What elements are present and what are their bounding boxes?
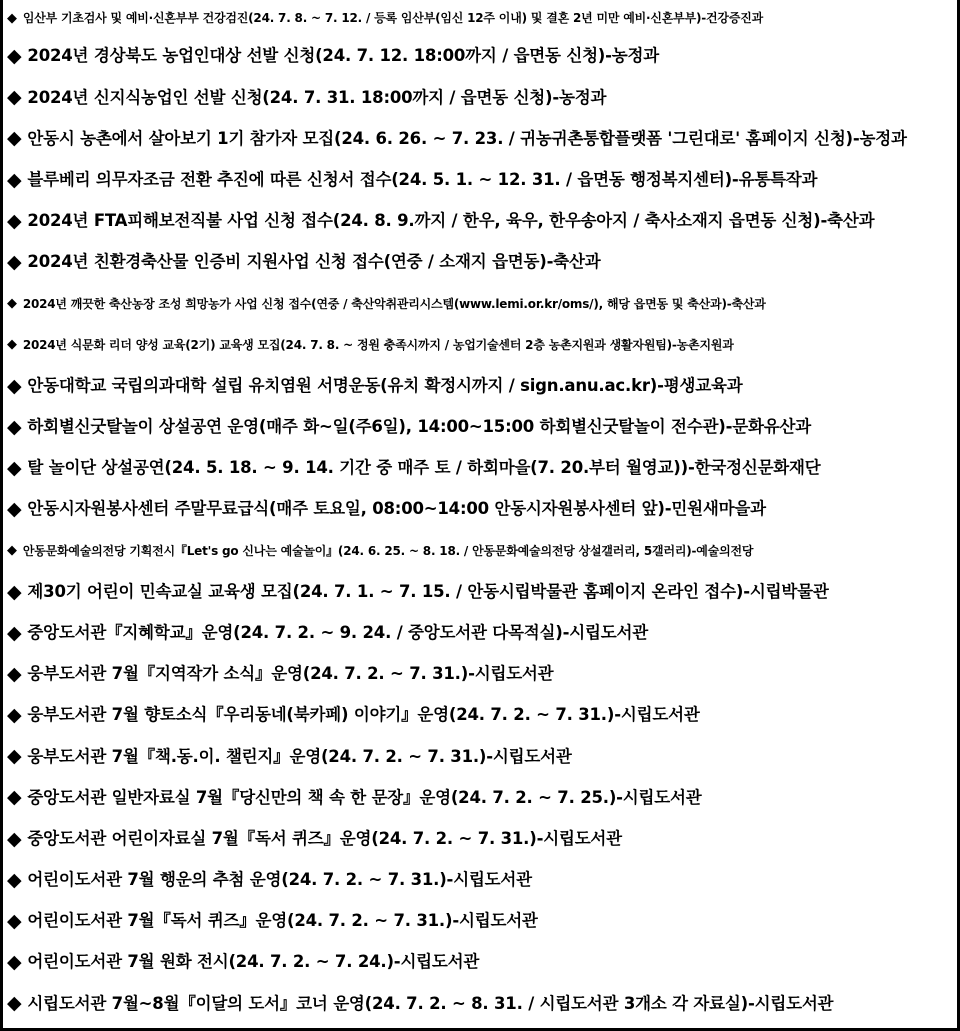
- diamond-bullet-icon: ◆: [7, 827, 22, 850]
- notice-item: [3, 942, 957, 983]
- diamond-bullet-icon: ◆: [7, 374, 22, 397]
- diamond-bullet-icon: ◆: [7, 786, 22, 809]
- diamond-bullet-icon: ◆: [7, 127, 22, 150]
- diamond-bullet-icon: ◆: [7, 621, 22, 644]
- diamond-bullet-icon: ◆: [7, 456, 22, 479]
- notice-text: 어린이도서관 7월『독서 퀴즈』운영(24. 7. 2. ~ 7. 31.)-시립도서관: [27, 911, 538, 931]
- notice-item: [3, 448, 957, 489]
- diamond-bullet-icon: ◆: [7, 910, 22, 933]
- notice-text: 2024년 깨끗한 축산농장 조성 희망농가 사업 신청 접수(연중 / 축산악취관리시스템(www.lemi.or.kr/oms/), 해당 읍면동 및 축산과)-축산과: [22, 296, 766, 311]
- notice-item: [3, 860, 957, 901]
- diamond-bullet-icon: ◆: [7, 992, 22, 1015]
- diamond-bullet-icon: ◆: [7, 86, 22, 109]
- notice-item: [3, 283, 957, 324]
- notice-item: [3, 819, 957, 860]
- diamond-bullet-icon: ◆: [7, 337, 17, 353]
- notice-text: 안동시 농촌에서 살아보기 1기 참가자 모집(24. 6. 26. ~ 7. 23. / 귀농귀촌통합플랫폼 '그린대로' 홈페이지 신청)-농정과: [27, 128, 907, 148]
- notice-item: [3, 0, 957, 36]
- diamond-bullet-icon: ◆: [7, 415, 22, 438]
- diamond-bullet-icon: ◆: [7, 251, 22, 274]
- notice-item: [3, 242, 957, 283]
- diamond-bullet-icon: ◆: [7, 209, 22, 232]
- diamond-bullet-icon: ◆: [7, 168, 22, 191]
- notice-text: 2024년 신지식농업인 선발 신청(24. 7. 31. 18:00까지 / 읍면동 신청)-농정과: [27, 87, 607, 107]
- notice-text: 임산부 기초검사 및 예비·신혼부부 건강검진(24. 7. 8. ~ 7. 12. / 등록 임산부(임신 12주 이내) 및 결혼 2년 미만 예비·신혼부부)-건강증진과: [22, 11, 763, 25]
- notice-item: [3, 571, 957, 612]
- notice-item: [3, 901, 957, 942]
- notice-item: [3, 777, 957, 818]
- notice-text: 2024년 친환경축산물 인증비 지원사업 신청 접수(연중 / 소재지 읍면동)-축산과: [27, 252, 601, 272]
- notice-text: 웅부도서관 7월 향토소식『우리동네(북카페) 이야기』운영(24. 7. 2. ~ 7. 31.)-시립도서관: [27, 705, 700, 725]
- notice-item: [3, 983, 957, 1024]
- notice-item: [3, 36, 957, 77]
- notice-text: 시립도서관 7월~8월『이달의 도서』코너 운영(24. 7. 2. ~ 8. 31. / 시립도서관 3개소 각 자료실)-시립도서관: [27, 993, 834, 1013]
- notice-text: 중앙도서관『지혜학교』운영(24. 7. 2. ~ 9. 24. / 중앙도서관 다목적실)-시립도서관: [27, 622, 648, 642]
- notice-text: 탈 놀이단 상설공연(24. 5. 18. ~ 9. 14. 기간 중 매주 토 / 하회마을(7. 20.부터 월영교))-한국정신문화재단: [27, 458, 821, 478]
- notice-text: 안동문화예술의전당 기획전시『Let's go 신나는 예술놀이』(24. 6. 25. ~ 8. 18. / 안동문화예술의전당 상설갤러리, 5갤러리)-예술의전당: [22, 543, 754, 558]
- notice-item: [3, 77, 957, 118]
- notice-text: 블루베리 의무자조금 전환 추진에 따른 신청서 접수(24. 5. 1. ~ 12. 31. / 읍면동 행정복지센터)-유통특작과: [27, 169, 818, 189]
- notice-item: [3, 324, 957, 365]
- notice-item: [3, 530, 957, 571]
- notice-text: 2024년 FTA피해보전직불 사업 신청 접수(24. 8. 9.까지 / 한우, 육우, 한우송아지 / 축사소재지 읍면동 신청)-축산과: [27, 211, 875, 231]
- notice-text: 안동시자원봉사센터 주말무료급식(매주 토요일, 08:00~14:00 안동시자원봉사센터 앞)-민원새마을과: [27, 499, 766, 519]
- diamond-bullet-icon: ◆: [7, 498, 22, 521]
- diamond-bullet-icon: ◆: [7, 45, 22, 68]
- notice-text: 2024년 경상북도 농업인대상 선발 신청(24. 7. 12. 18:00까지 / 읍면동 신청)-농정과: [27, 46, 660, 66]
- notice-item: [3, 201, 957, 242]
- notice-item: [3, 695, 957, 736]
- diamond-bullet-icon: ◆: [7, 580, 22, 603]
- notice-text: 제30기 어린이 민속교실 교육생 모집(24. 7. 1. ~ 7. 15. / 안동시립박물관 홈페이지 온라인 접수)-시립박물관: [27, 581, 829, 601]
- diamond-bullet-icon: ◆: [7, 10, 17, 26]
- notice-item: [3, 160, 957, 201]
- notice-text: 웅부도서관 7월『지역작가 소식』운영(24. 7. 2. ~ 7. 31.)-시립도서관: [27, 664, 554, 684]
- notice-item: [3, 489, 957, 530]
- notice-text: 안동대학교 국립의과대학 설립 유치염원 서명운동(유치 확정시까지 / sign.anu.ac.kr)-평생교육과: [27, 375, 743, 395]
- diamond-bullet-icon: ◆: [7, 745, 22, 768]
- diamond-bullet-icon: ◆: [7, 543, 17, 559]
- notice-text: 어린이도서관 7월 행운의 추첨 운영(24. 7. 2. ~ 7. 31.)-시립도서관: [27, 870, 532, 890]
- notice-item: [3, 736, 957, 777]
- notice-item: [3, 366, 957, 407]
- notice-item: [3, 118, 957, 159]
- notice-item: [3, 613, 957, 654]
- diamond-bullet-icon: ◆: [7, 868, 22, 891]
- diamond-bullet-icon: ◆: [7, 951, 22, 974]
- notice-text: 중앙도서관 어린이자료실 7월『독서 퀴즈』운영(24. 7. 2. ~ 7. 31.)-시립도서관: [27, 828, 622, 848]
- notice-text: 하회별신굿탈놀이 상설공연 운영(매주 화~일(주6일), 14:00~15:00 하회별신굿탈놀이 전수관)-문화유산과: [27, 417, 811, 437]
- notice-text: 웅부도서관 7월『책.동.이. 챌린지』운영(24. 7. 2. ~ 7. 31.)-시립도서관: [27, 746, 572, 766]
- notice-item: [3, 407, 957, 448]
- notice-text: 2024년 식문화 리더 양성 교육(2기) 교육생 모집(24. 7. 8. ~ 정원 충족시까지 / 농업기술센터 2층 농촌지원과 생활자원팀)-농촌지원과: [22, 337, 734, 352]
- diamond-bullet-icon: ◆: [7, 296, 17, 312]
- notice-text: 어린이도서관 7월 원화 전시(24. 7. 2. ~ 7. 24.)-시립도서관: [27, 952, 480, 972]
- notice-text: 중앙도서관 일반자료실 7월『당신만의 책 속 한 문장』운영(24. 7. 2. ~ 7. 25.)-시립도서관: [27, 787, 702, 807]
- diamond-bullet-icon: ◆: [7, 704, 22, 727]
- diamond-bullet-icon: ◆: [7, 662, 22, 685]
- notice-item: [3, 654, 957, 695]
